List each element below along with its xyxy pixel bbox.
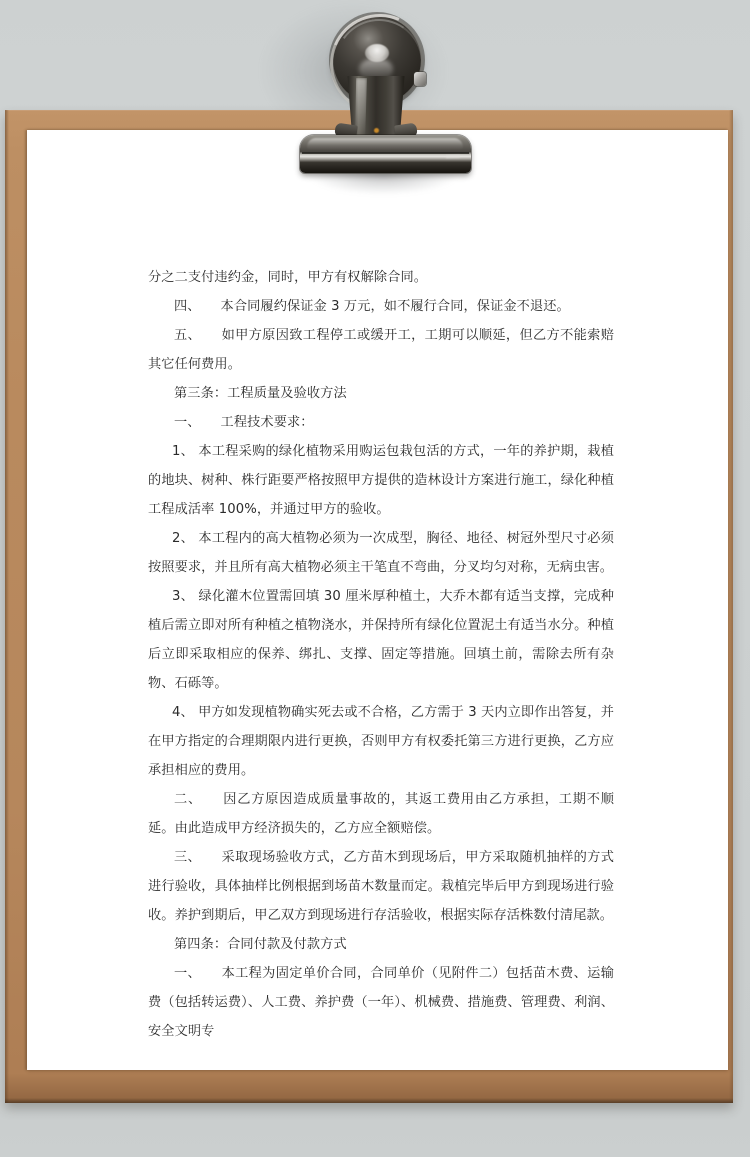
document-paper bbox=[27, 130, 728, 1070]
clip-disc-hole bbox=[365, 44, 389, 62]
document-paragraph: 一、 工程技术要求： bbox=[174, 415, 314, 430]
document-paragraph: 分之二支付违约金，同时，甲方有权解除合同。 bbox=[148, 270, 428, 285]
clip-disc-icon bbox=[333, 16, 421, 104]
clip-side-pin bbox=[414, 72, 426, 86]
document-paragraph: 3、 绿化灌木位置需回填 30 厘米厚种植土，大乔木都有适当支撑，完成种植后需立即对所有种植之植物浇水，并保持所有绿化位置泥土有适当水分。种植后立即采取相应的保养、绑扎、支撑、固定等措施。回填土前，需除去所有杂物、石砾等。 bbox=[148, 589, 614, 691]
board-left-bevel bbox=[5, 110, 9, 1103]
document-paragraph: 2、 本工程内的高大植物必须为一次成型，胸径、地径、树冠外型尺寸必须按照要求，并且所有高大植物必须主干笔直不弯曲，分叉均匀对称，无病虫害。 bbox=[148, 531, 614, 575]
document-paragraph: 一、 本工程为固定单价合同，合同单价（见附件二）包括苗木费、运输费（包括转运费）、人工费、养护费（一年）、机械费、措施费、管理费、利润、安全文明专 bbox=[148, 966, 614, 1039]
document-paragraph: 五、 如甲方原因致工程停工或缓开工，工期可以顺延，但乙方不能索赔其它任何费用。 bbox=[148, 328, 614, 372]
document-paragraph: 三、 采取现场验收方式，乙方苗木到现场后，甲方采取随机抽样的方式进行验收，具体抽样比例根据到场苗木数量而定。栽植完毕后甲方到现场进行验收。养护到期后，甲乙双方到现场进行存活验收，根据实际存活株数付清尾款。 bbox=[148, 850, 614, 923]
board-bottom-bevel bbox=[5, 1098, 733, 1103]
clip-disc-reflection bbox=[371, 79, 376, 83]
document-paragraph: 1、 本工程采购的绿化植物采用购运包栽包活的方式，一年的养护期，栽植的地块、树种、株行距要严格按照甲方提供的造林设计方案进行施工，绿化种植工程成活率 100%，并通过甲方的验收。 bbox=[148, 444, 614, 517]
clip-disc-highlight bbox=[359, 58, 393, 80]
clip-shadow-on-paper bbox=[279, 148, 469, 206]
board-right-bevel bbox=[729, 110, 733, 1103]
document-heading: 第四条：合同付款及付款方式 bbox=[174, 937, 347, 952]
document-paragraph: 4、 甲方如发现植物确实死去或不合格，乙方需于 3 天内立即作出答复，并在甲方指定的合理期限内进行更换，否则甲方有权委托第三方进行更换，乙方应承担相应的费用。 bbox=[148, 705, 614, 778]
clip-disc-inner-rim bbox=[328, 12, 430, 114]
document-paragraph: 二、 因乙方原因造成质量事故的，其返工费用由乙方承担，工期不顺延。由此造成甲方经济损失的，乙方应全额赔偿。 bbox=[148, 792, 614, 836]
document-heading: 第三条：工程质量及验收方法 bbox=[174, 386, 347, 401]
document-paragraph: 四、 本合同履约保证金 3 万元，如不履行合同，保证金不退还。 bbox=[174, 299, 570, 314]
document-text-body bbox=[148, 263, 614, 1046]
clipboard-board bbox=[5, 110, 733, 1103]
